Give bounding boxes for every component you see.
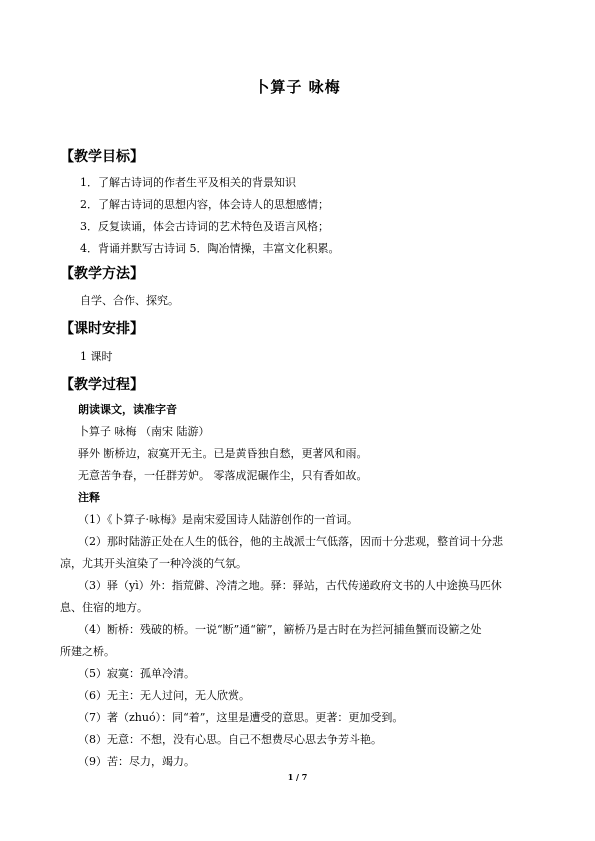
note-line: （4）断桥：残破的桥。一说“断”通“簖”，簖桥乃是古时在为拦河捕鱼蟹而设簖之处 [78,623,482,636]
document-title: 卜算子 咏梅 [254,78,341,96]
note-line: （1）《卜算子·咏梅》是南宋爱国诗人陆游创作的一首词。 [78,513,358,526]
note-line: 息、住宿的地方。 [60,601,148,614]
note-line: （9）苦：尽力，竭力。 [78,755,195,768]
note-line: （2）那时陆游正处在人生的低谷，他的主战派士气低落，因而十分悲观，整首词十分悲 [78,535,503,548]
schedule-text: 1 课时 [80,350,113,363]
note-line: （5）寂寞：孤单冷清。 [78,667,195,680]
poem-line: 驿外 断桥边，寂寞开无主。已是黄昏独自愁，更著风和雨。 [78,447,368,460]
poem-line: 无意苦争春，一任群芳妒。 零落成泥碾作尘，只有香如故。 [78,469,368,482]
note-line: 凉，尤其开头渲染了一种冷淡的气氛。 [60,557,247,570]
process-subheading: 朗读课文，读准字音 [78,403,177,416]
section-heading-goals: 【教学目标】 [60,149,144,165]
note-line: （8）无意：不想，没有心思。自己不想费尽心思去争芳斗艳。 [78,733,382,746]
goal-item: 3．反复读诵，体会古诗词的艺术特色及语言风格； [80,220,329,233]
note-line: 所建之桥。 [60,645,115,658]
note-line: （7）著（zhuó）：同“着”，这里是遭受的意思。更著：更加受到。 [78,711,404,724]
note-line: （6）无主：无人过问，无人欣赏。 [78,689,250,702]
section-heading-process: 【教学过程】 [60,377,144,393]
poem-title: 卜算子 咏梅 （南宋 陆游） [78,425,210,438]
page-number: 1 / 7 [287,772,308,782]
section-heading-schedule: 【课时安排】 [60,321,144,337]
goal-item: 1．了解古诗词的作者生平及相关的背景知识 [80,176,296,189]
methods-text: 自学、合作、探究。 [80,294,179,307]
section-heading-methods: 【教学方法】 [60,266,144,282]
goal-item: 4．背诵并默写古诗词 5．陶冶情操，丰富文化积累。 [80,242,340,255]
goal-item: 2．了解古诗词的思想内容，体会诗人的思想感情； [80,198,329,211]
note-line: （3）驿（yì）外：指荒僻、冷清之地。驿：驿站，古代传递政府文书的人中途换马匹休 [78,579,502,592]
notes-heading: 注释 [78,491,100,504]
